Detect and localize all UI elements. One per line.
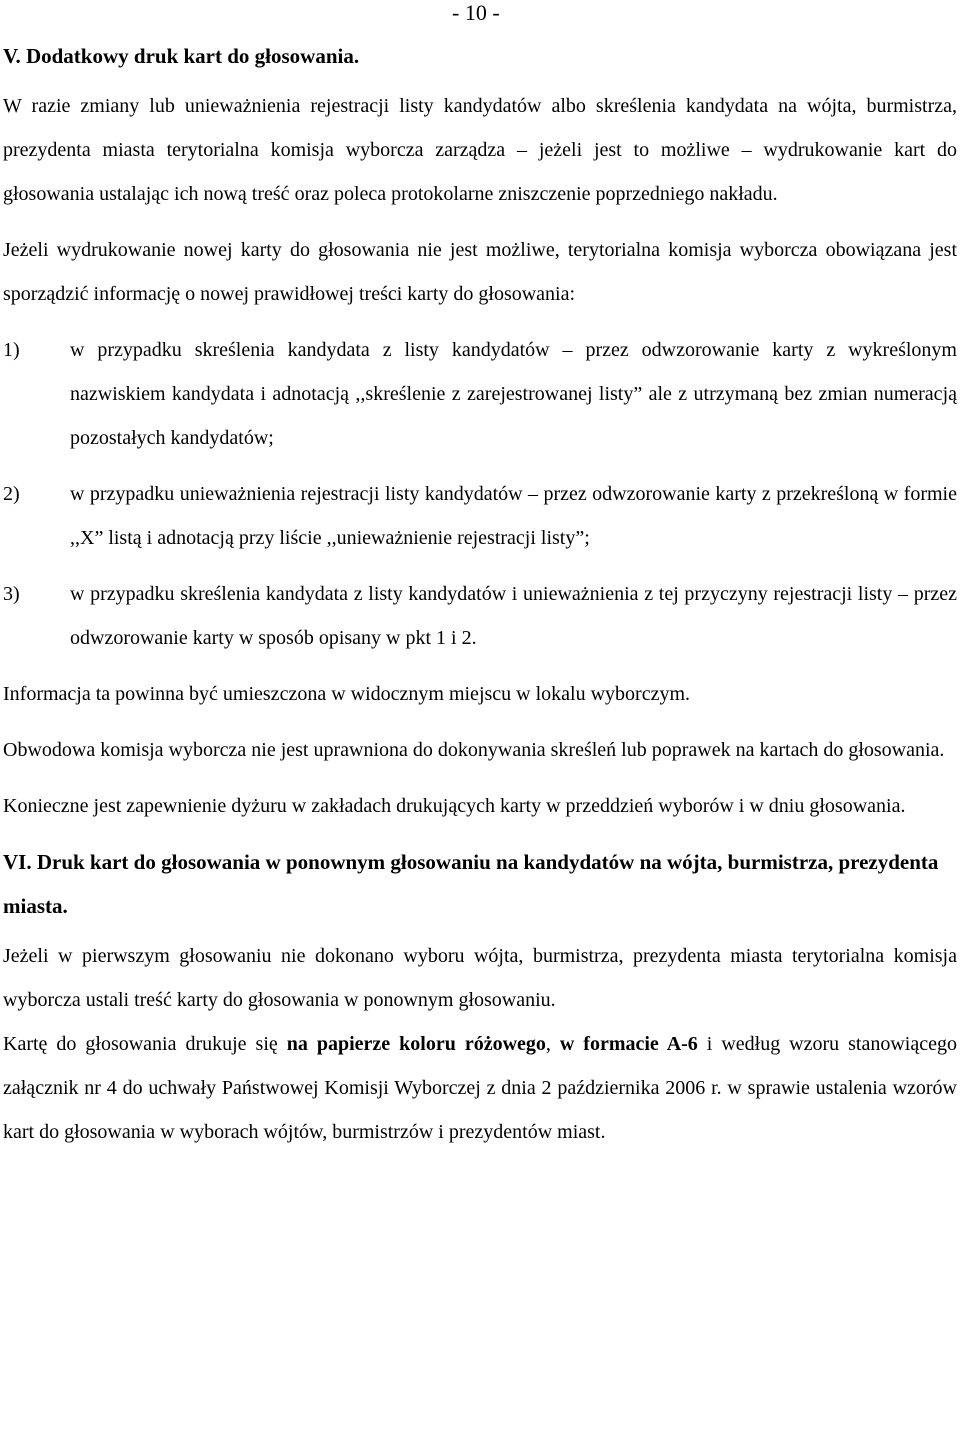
list-item-number: 3) bbox=[3, 583, 20, 605]
list-item-text: w przypadku unieważnienia rejestracji listy kandydatów – przez odwzorowanie karty z przekreśloną w formie ,,X” listą i adnotacją przy liście ,,unieważnienie rejestracji listy”; bbox=[70, 483, 957, 549]
page-number: - 10 - bbox=[452, 0, 500, 25]
section-5-paragraph-2: Jeżeli wydrukowanie nowej karty do głosowania nie jest możliwe, terytorialna komisja wyborcza obowiązana jest sporządzić informację o nowej prawidłowej treści karty do głosowania: bbox=[3, 239, 957, 305]
section-5-paragraph-5: Konieczne jest zapewnienie dyżuru w zakładach drukujących karty w przeddzień wyborów i w dniu głosowania. bbox=[3, 795, 906, 817]
text-run: Kartę do głosowania drukuje się bbox=[3, 1033, 287, 1055]
list-item-number: 2) bbox=[3, 483, 20, 505]
section-5-heading: V. Dodatkowy druk kart do głosowania. bbox=[3, 44, 360, 68]
list-item bbox=[3, 572, 957, 660]
document-page bbox=[3, 34, 957, 1154]
list-item bbox=[3, 328, 957, 460]
section-5-paragraph-3: Informacja ta powinna być umieszczona w widocznym miejscu w lokalu wyborczym. bbox=[3, 683, 691, 705]
list-item bbox=[3, 472, 957, 560]
section-5-paragraph-1: W razie zmiany lub unieważnienia rejestracji listy kandydatów albo skreślenia kandydata na wójta, burmistrza, prezydenta miasta terytorialna komisja wyborcza zarządza – jeżeli jest to możliwe – wydrukowanie kart do głosowania ustalając ich nową treść oraz poleca protokolarne zniszczenie poprzedniego nakładu. bbox=[3, 95, 957, 205]
section-6-paragraph-1: Jeżeli w pierwszym głosowaniu nie dokonano wyboru wójta, burmistrza, prezydenta miasta terytorialna komisja wyborcza ustali treść karty do głosowania w ponownym głosowaniu. bbox=[3, 945, 957, 1011]
numbered-list bbox=[3, 328, 957, 660]
section-6-heading: VI. Druk kart do głosowania w ponownym głosowaniu na kandydatów na wójta, burmistrza, prezydenta miasta. bbox=[3, 850, 939, 918]
list-item-number: 1) bbox=[3, 339, 20, 361]
bold-text-paper-color: na papierze koloru różowego bbox=[286, 1033, 546, 1055]
list-item-text: w przypadku skreślenia kandydata z listy kandydatów i unieważnienia z tej przyczyny rejestracji listy – przez odwzorowanie karty w sposób opisany w pkt 1 i 2. bbox=[70, 583, 957, 649]
section-6-paragraph-2 bbox=[3, 1022, 957, 1154]
text-run: , bbox=[545, 1033, 560, 1055]
list-item-text: w przypadku skreślenia kandydata z listy kandydatów – przez odwzorowanie karty z wykreślonym nazwiskiem kandydata i adnotacją ,,skreślenie z zarejestrowanej listy” ale z utrzymaną bez zmian numeracją pozostałych kandydatów; bbox=[70, 339, 957, 449]
text-run: i według wzoru stanowiącego załącznik nr 4 do uchwały Państwowej Komisji Wyborczej z dnia 2 października 2006 r. w sprawie ustalenia wzorów kart do głosowania w wyborach wójtów, burmistrzów i prezydentów miast. bbox=[3, 1033, 957, 1143]
section-5-paragraph-4: Obwodowa komisja wyborcza nie jest uprawniona do dokonywania skreśleń lub poprawek na kartach do głosowania. bbox=[3, 739, 945, 761]
bold-text-format: w formacie A-6 bbox=[559, 1033, 698, 1055]
